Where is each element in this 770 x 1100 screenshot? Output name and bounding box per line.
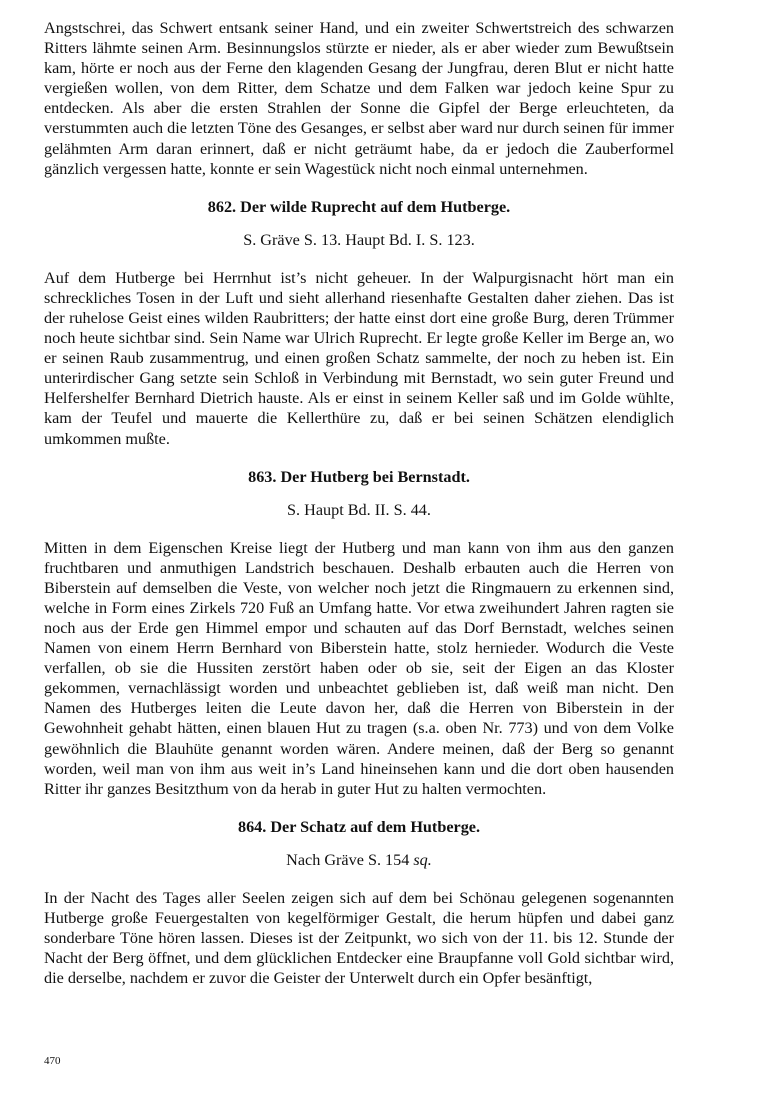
section-heading: 864. Der Schatz auf dem Hutberge. — [237, 817, 481, 836]
section-paragraph: Mitten in dem Eigenschen Kreise liegt der Hutberg und man kann von ihm aus den ganzen fruchtbaren und anmuthigen Landstrich beschauen. Deshalb erbauten auch die Herren von Biberstein auf demselben die Veste, von welcher noch jetzt die Ringmauern zu erkennen sind, welche in Form eines Zirkels 720 Fuß an Umfang hatte. Vor etwa zweihundert Jahren ragten sie noch aus der Erde gen Himmel empor und schauten auf das Dorf Bernstadt, welches seinen Namen von einem Herrn Bernhard von Biberstein hatte, stolz hernieder. Wodurch die Veste verfallen, ob sie die Hussiten zerstört haben oder ob sie, seit der Eigen an das Kloster gekommen, vernachlässigt worden und unbeachtet geblieben ist, daß weiß man nicht. Den Namen des Hutberges leiten die Leute davon her, daß die Herren von Biberstein in der Gewohnheit gehabt hätten, einen blauen Hut zu tragen (s.a. oben Nr. 773) und von dem Volke gewöhnlich die Blauhüte genannt worden wären. Andere meinen, daß der Berg so genannt worden, weil man von ihm aus weit in’s Land hineinsehen kann und die dort oben hausenden Ritter ihr ganzes Besitzthum von da herab in guter Hut zu halten vermochten. — [44, 538, 674, 798]
section-source: S. Haupt Bd. II. S. 44. — [287, 500, 431, 519]
paragraph-continuation: Angstschrei, das Schwert entsank seiner Hand, und ein zweiter Schwertstreich des schwarzen Ritters lähmte seinen Arm. Besinnungslos stürzte er nieder, als er aber wieder zum Bewußtsein kam, hörte er noch aus der Ferne den klagenden Gesang der Jungfrau, deren Blut er nicht hatte vergießen wollen, von dem Ritter, dem Schatze und dem Falken war jedoch keine Spur zu entdecken. Als aber die ersten Strahlen der Sonne die Gipfel der Berge erleuchteten, da verstummten auch die letzten Töne des Gesanges, er selbst aber ward nur durch seinen für immer gelähmten Arm daran erinnert, daß er nicht geträumt habe, da er jedoch die Zauberformel gänzlich vergessen hatte, konnte er sein Wagestück nicht noch einmal unternehmen. — [44, 19, 674, 178]
page-number: 470 — [44, 1055, 61, 1067]
section-source — [44, 850, 674, 870]
section-paragraph: In der Nacht des Tages aller Seelen zeigen sich auf dem bei Schönau gelegenen sogenannten Hutberge große Feuergestalten von kegelförmiger Gestalt, die herum hüpfen und dabei ganz sonderbare Töne hören lassen. Dieses ist der Zeitpunkt, wo sich von der 11. bis 12. Stunde der Nacht der Berg öffnet, und dem glücklichen Entdecker eine Braupfanne voll Gold sichtbar wird, die derselbe, nachdem er zuvor die Geister der Unterwelt durch ein Opfer besänftigt, — [44, 888, 674, 988]
section-source: S. Gräve S. 13. Haupt Bd. I. S. 123. — [243, 230, 475, 249]
page-body — [44, 18, 674, 988]
section-863 — [44, 467, 674, 799]
section-heading: 863. Der Hutberg bei Bernstadt. — [248, 467, 470, 486]
section-paragraph: Auf dem Hutberge bei Herrnhut ist’s nicht geheuer. In der Walpurgisnacht hört man ein schreckliches Tosen in der Luft und sieht allerhand riesenhafte Gestalten daher ziehen. Das ist der ruhelose Geist eines wilden Raubritters; der hatte einst dort eine große Burg, deren Trümmer noch heute sichtbar sind. Sein Name war Ulrich Ruprecht. Er legte große Keller im Berge an, wo er seinen Raub zusammentrug, und einen großen Schatz sammelte, der noch zu heben ist. Ein unterirdischer Gang setzte sein Schloß in Verbindung mit Bernstadt, wo sein guter Freund und Helfershelfer Bernhard Dietrich hauste. Als er einst in seinem Keller saß und im Golde wühlte, kam der Teufel und mauerte die Kellerthüre zu, daß er bei seinen Schätzen elendiglich umkommen mußte. — [44, 268, 674, 448]
section-862 — [44, 197, 674, 449]
section-heading: 862. Der wilde Ruprecht auf dem Hutberge. — [207, 197, 511, 216]
section-source-italic: sq. — [413, 850, 432, 869]
section-source-text: Nach Gräve S. 154 — [286, 850, 414, 869]
section-864 — [44, 817, 674, 988]
